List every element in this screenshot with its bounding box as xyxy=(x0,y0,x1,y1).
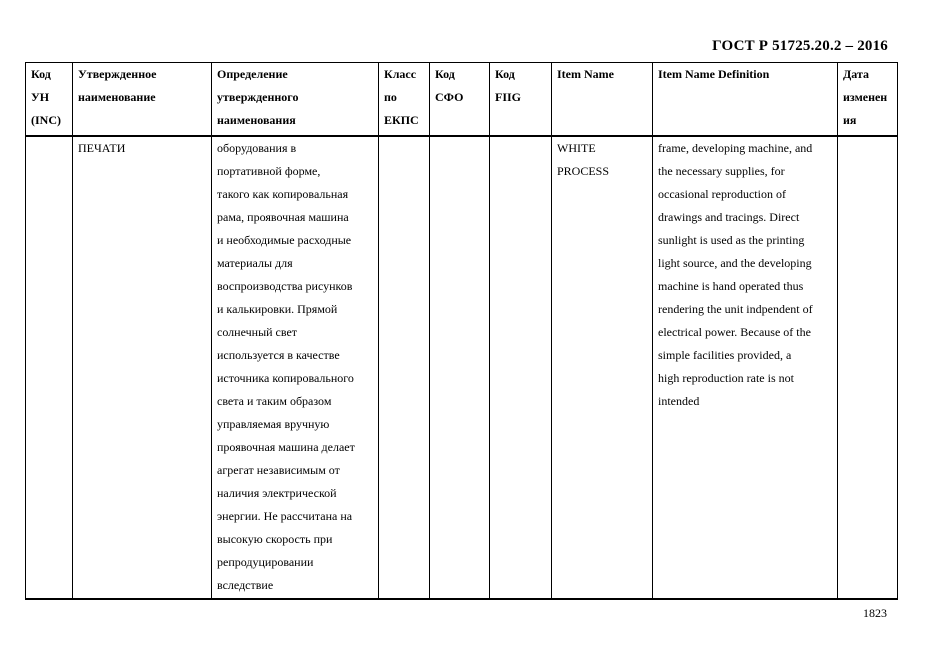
text-line: Код xyxy=(495,67,515,81)
header-cell-ekps-class xyxy=(379,63,430,137)
text-line: machine is hand operated thus xyxy=(658,279,804,293)
text-line: occasional reproduction of xyxy=(658,187,786,201)
header-row xyxy=(26,63,898,137)
cell-fiig-code xyxy=(490,136,552,599)
cell-item-name xyxy=(552,136,653,599)
text-line: high reproduction rate is not xyxy=(658,371,794,385)
header-cell-change-date xyxy=(838,63,898,137)
text-line: УН xyxy=(31,90,50,104)
text-line: репродуцировании xyxy=(217,555,314,569)
cell-ekps-class xyxy=(379,136,430,599)
text-line: изменен xyxy=(843,90,888,104)
text-line: light source, and the developing xyxy=(658,256,812,270)
text-line: Определение xyxy=(217,67,288,81)
text-line: оборудования в xyxy=(217,141,297,155)
text-line: Класс xyxy=(384,67,417,81)
text-line: энергии. Не рассчитана на xyxy=(217,509,353,523)
text-line: наименования xyxy=(217,113,296,127)
header-cell-definition xyxy=(212,63,379,137)
text-line: наличия электрической xyxy=(217,486,337,500)
cell-item-name-definition xyxy=(653,136,838,599)
catalog-table xyxy=(25,62,898,600)
text-line: по xyxy=(384,90,397,104)
text-line: управляемая вручную xyxy=(217,417,330,431)
text-line: ЕКПС xyxy=(384,113,419,127)
text-line: FIIG xyxy=(495,90,522,104)
text-line: Утвержденное xyxy=(78,67,157,81)
text-line: материалы для xyxy=(217,256,293,270)
text-line: ПЕЧАТИ xyxy=(78,141,126,155)
cell-definition-ru xyxy=(212,136,379,599)
cell-change-date xyxy=(838,136,898,599)
text-line: simple facilities provided, a xyxy=(658,348,792,362)
document-header: ГОСТ Р 51725.20.2 – 2016 xyxy=(712,38,888,54)
header-cell-item-name-definition xyxy=(653,63,838,137)
text-line: Код xyxy=(31,67,51,81)
text-line: солнечный свет xyxy=(217,325,298,339)
cell-sfo-code xyxy=(430,136,490,599)
text-line: rendering the unit indpendent of xyxy=(658,302,813,316)
text-line: СФО xyxy=(435,90,464,104)
text-line: sunlight is used as the printing xyxy=(658,233,805,247)
cell-inc xyxy=(26,136,73,599)
text-line: Код xyxy=(435,67,455,81)
text-line: Item Name Definition xyxy=(658,67,770,81)
text-line: света и таким образом xyxy=(217,394,332,408)
text-line: проявочная машина делает xyxy=(217,440,355,454)
table-row xyxy=(26,136,898,599)
text-line: frame, developing machine, and xyxy=(658,141,813,155)
header-cell-fiig-code xyxy=(490,63,552,137)
text-line: WHITE xyxy=(557,141,596,155)
text-line: источника копировального xyxy=(217,371,354,385)
header-cell-inc xyxy=(26,63,73,137)
header-cell-item-name xyxy=(552,63,653,137)
header-cell-approved-name xyxy=(73,63,212,137)
text-line: (INC) xyxy=(31,113,61,127)
text-line: electrical power. Because of the xyxy=(658,325,811,339)
text-line: высокую скорость при xyxy=(217,532,333,546)
text-line: рама, проявочная машина xyxy=(217,210,349,224)
text-line: и калькировки. Прямой xyxy=(217,302,338,316)
text-line: воспроизводства рисунков xyxy=(217,279,353,293)
text-line: портативной форме, xyxy=(217,164,321,178)
text-line: вследствие xyxy=(217,578,274,592)
header-cell-sfo-code xyxy=(430,63,490,137)
text-line: Дата xyxy=(843,67,869,81)
text-line: Item Name xyxy=(557,67,614,81)
text-line: intended xyxy=(658,394,700,408)
text-line: используется в качестве xyxy=(217,348,340,362)
page-number: 1823 xyxy=(863,606,887,620)
text-line: the necessary supplies, for xyxy=(658,164,785,178)
text-line: утвержденного xyxy=(217,90,299,104)
text-line: наименование xyxy=(78,90,156,104)
text-line: ия xyxy=(843,113,857,127)
text-line: такого как копировальная xyxy=(217,187,349,201)
cell-approved-name xyxy=(73,136,212,599)
text-line: drawings and tracings. Direct xyxy=(658,210,800,224)
text-line: и необходимые расходные xyxy=(217,233,352,247)
text-line: PROCESS xyxy=(557,164,610,178)
text-line: агрегат независимым от xyxy=(217,463,340,477)
